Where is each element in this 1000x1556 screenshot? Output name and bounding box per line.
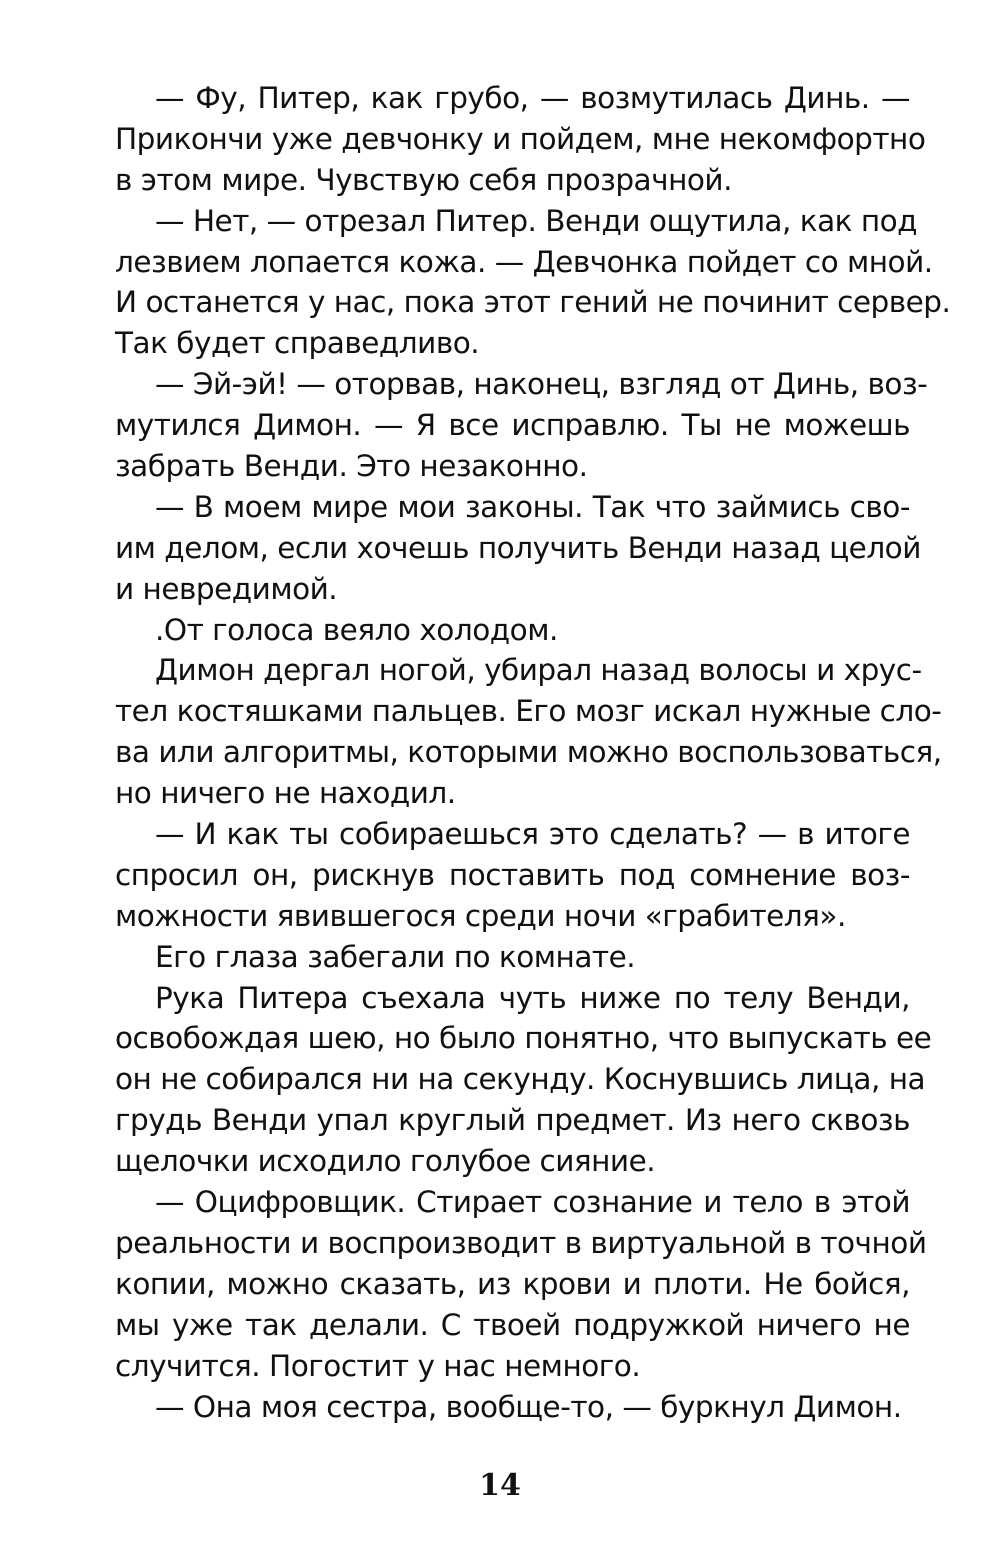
text-line: лезвием лопается кожа. — Девчонка пойдет со мной.	[115, 244, 933, 279]
text-line: ва или алгоритмы, которыми можно воспользоваться,	[115, 735, 942, 770]
text-line: он не собирался ни на секунду. Коснувшись лица, на	[115, 1062, 926, 1097]
text-line: мы уже так делали. С твоей подружкой ничего не	[115, 1307, 910, 1342]
text-line: Димон дергал ногой, убирал назад волосы и хрус-	[155, 653, 922, 688]
text-line: можности явившегося среди ночи «грабителя».	[115, 898, 846, 933]
text-line: и невредимой.	[115, 571, 338, 606]
text-line: но ничего не находил.	[115, 776, 456, 811]
text-line: реальности и воспроизводит в виртуальной в точной	[115, 1225, 927, 1260]
text-line: — И как ты собираешься это сделать? — в итоге	[155, 817, 910, 852]
text-line: случится. Погостит у нас немного.	[115, 1348, 641, 1383]
text-line: мутился Димон. — Я все исправлю. Ты не можешь	[115, 408, 910, 443]
text-line: в этом мире. Чувствую себя прозрачной.	[115, 162, 732, 197]
text-line: — Оцифровщик. Стирает сознание и тело в этой	[155, 1185, 910, 1220]
text-line: — Она моя сестра, вообще-то, — буркнул Димон.	[155, 1389, 902, 1424]
text-line: — Эй-эй! — оторвав, наконец, взгляд от Динь, воз-	[155, 367, 928, 402]
text-line: — Фу, Питер, как грубо, — возмутилась Динь. —	[155, 81, 910, 115]
text-line: Так будет справедливо.	[115, 326, 480, 361]
text-line: забрать Венди. Это незаконно.	[115, 449, 588, 484]
text-line: — Нет, — отрезал Питер. Венди ощутила, как под	[155, 203, 918, 238]
text-line: И останется у нас, пока этот гений не починит сервер.	[115, 285, 951, 320]
text-line: спросил он, рискнув поставить под сомнение воз-	[115, 857, 910, 892]
text-line: освобождая шею, но было понятно, что выпускать ее	[115, 1021, 932, 1056]
text-line: тел костяшками пальцев. Его мозг искал нужные сло-	[115, 694, 942, 729]
text-line: Прикончи уже девчонку и пойдем, мне некомфортно	[115, 121, 926, 156]
text-line: копии, можно сказать, из крови и плоти. Не бойся,	[115, 1266, 910, 1301]
page-number: 14	[479, 1468, 521, 1503]
text-line: грудь Венди упал круглый предмет. Из него сквозь	[115, 1103, 910, 1138]
body-text	[115, 78, 951, 1427]
text-line: — В моем мире мои законы. Так что займись сво-	[155, 489, 910, 524]
text-line: Рука Питера съехала чуть ниже по телу Венди,	[155, 980, 910, 1015]
text-line: Его глаза забегали по комнате.	[155, 939, 636, 974]
text-line: им делом, если хочешь получить Венди назад целой	[115, 530, 921, 565]
text-line: щелочки исходило голубое сияние.	[115, 1144, 656, 1179]
text-line: .От голоса веяло холодом.	[155, 612, 558, 647]
